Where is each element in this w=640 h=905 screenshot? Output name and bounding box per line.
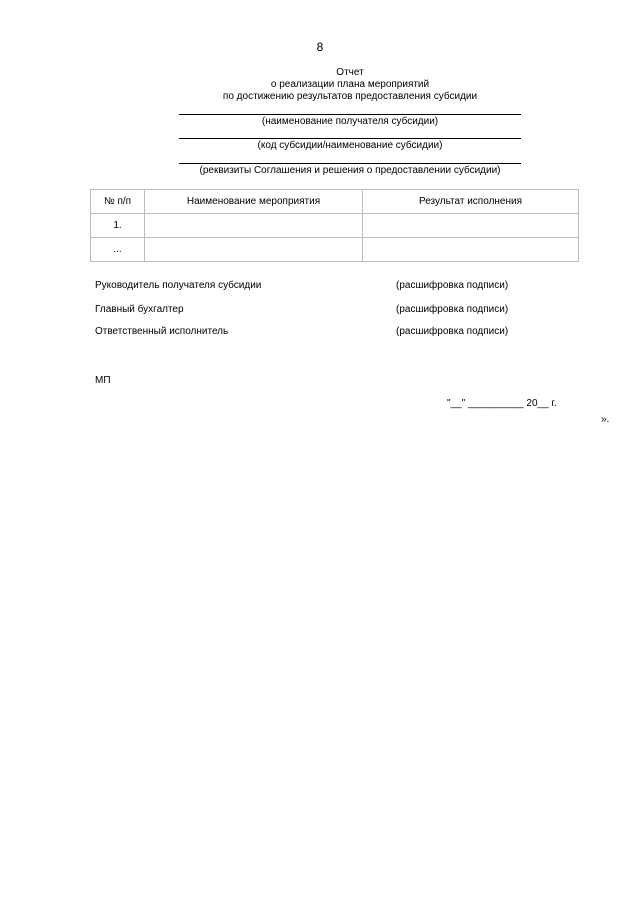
report-title: Отчет [336, 67, 364, 78]
signature-decoding-head: (расшифровка подписи) [396, 280, 509, 291]
subsidy-code-caption: (код субсидии/наименование субсидии) [257, 140, 443, 151]
table-cell-result [363, 214, 579, 238]
recipient-name-line [179, 114, 521, 115]
table-cell-number: ... [91, 238, 145, 262]
signature-role-chief-accountant: Главный бухгалтер [95, 304, 184, 315]
stamp-place-label: МП [95, 375, 111, 386]
table-row [91, 214, 579, 238]
closing-quote-mark: ». [601, 414, 610, 425]
column-header-number: № п/п [91, 190, 145, 214]
signature-role-head: Руководитель получателя субсидии [95, 280, 262, 291]
agreement-details-caption: (реквизиты Соглашения и решения о предоставлении субсидии) [199, 165, 501, 176]
table-row [91, 238, 579, 262]
subsidy-code-line [179, 138, 521, 139]
report-subtitle-1: о реализации плана мероприятий [270, 79, 430, 90]
date-line: "__" __________ 20__ г. [447, 398, 557, 409]
column-header-activity-name: Наименование мероприятия [145, 190, 363, 214]
report-title-block [180, 67, 520, 103]
signature-decoding-chief-accountant: (расшифровка подписи) [396, 304, 509, 315]
table-cell-result [363, 238, 579, 262]
signature-decoding-responsible-executor: (расшифровка подписи) [396, 326, 509, 337]
report-subtitle-2: по достижению результатов предоставления субсидии [222, 91, 478, 102]
table-cell-number: 1. [91, 214, 145, 238]
table-cell-activity-name [145, 238, 363, 262]
signature-role-responsible-executor: Ответственный исполнитель [95, 326, 229, 337]
page-number: 8 [316, 40, 324, 54]
table-header-row [91, 190, 579, 214]
agreement-details-line [179, 163, 521, 164]
table-cell-activity-name [145, 214, 363, 238]
activities-table [90, 189, 579, 262]
column-header-result: Результат исполнения [363, 190, 579, 214]
recipient-name-caption: (наименование получателя субсидии) [261, 116, 439, 127]
